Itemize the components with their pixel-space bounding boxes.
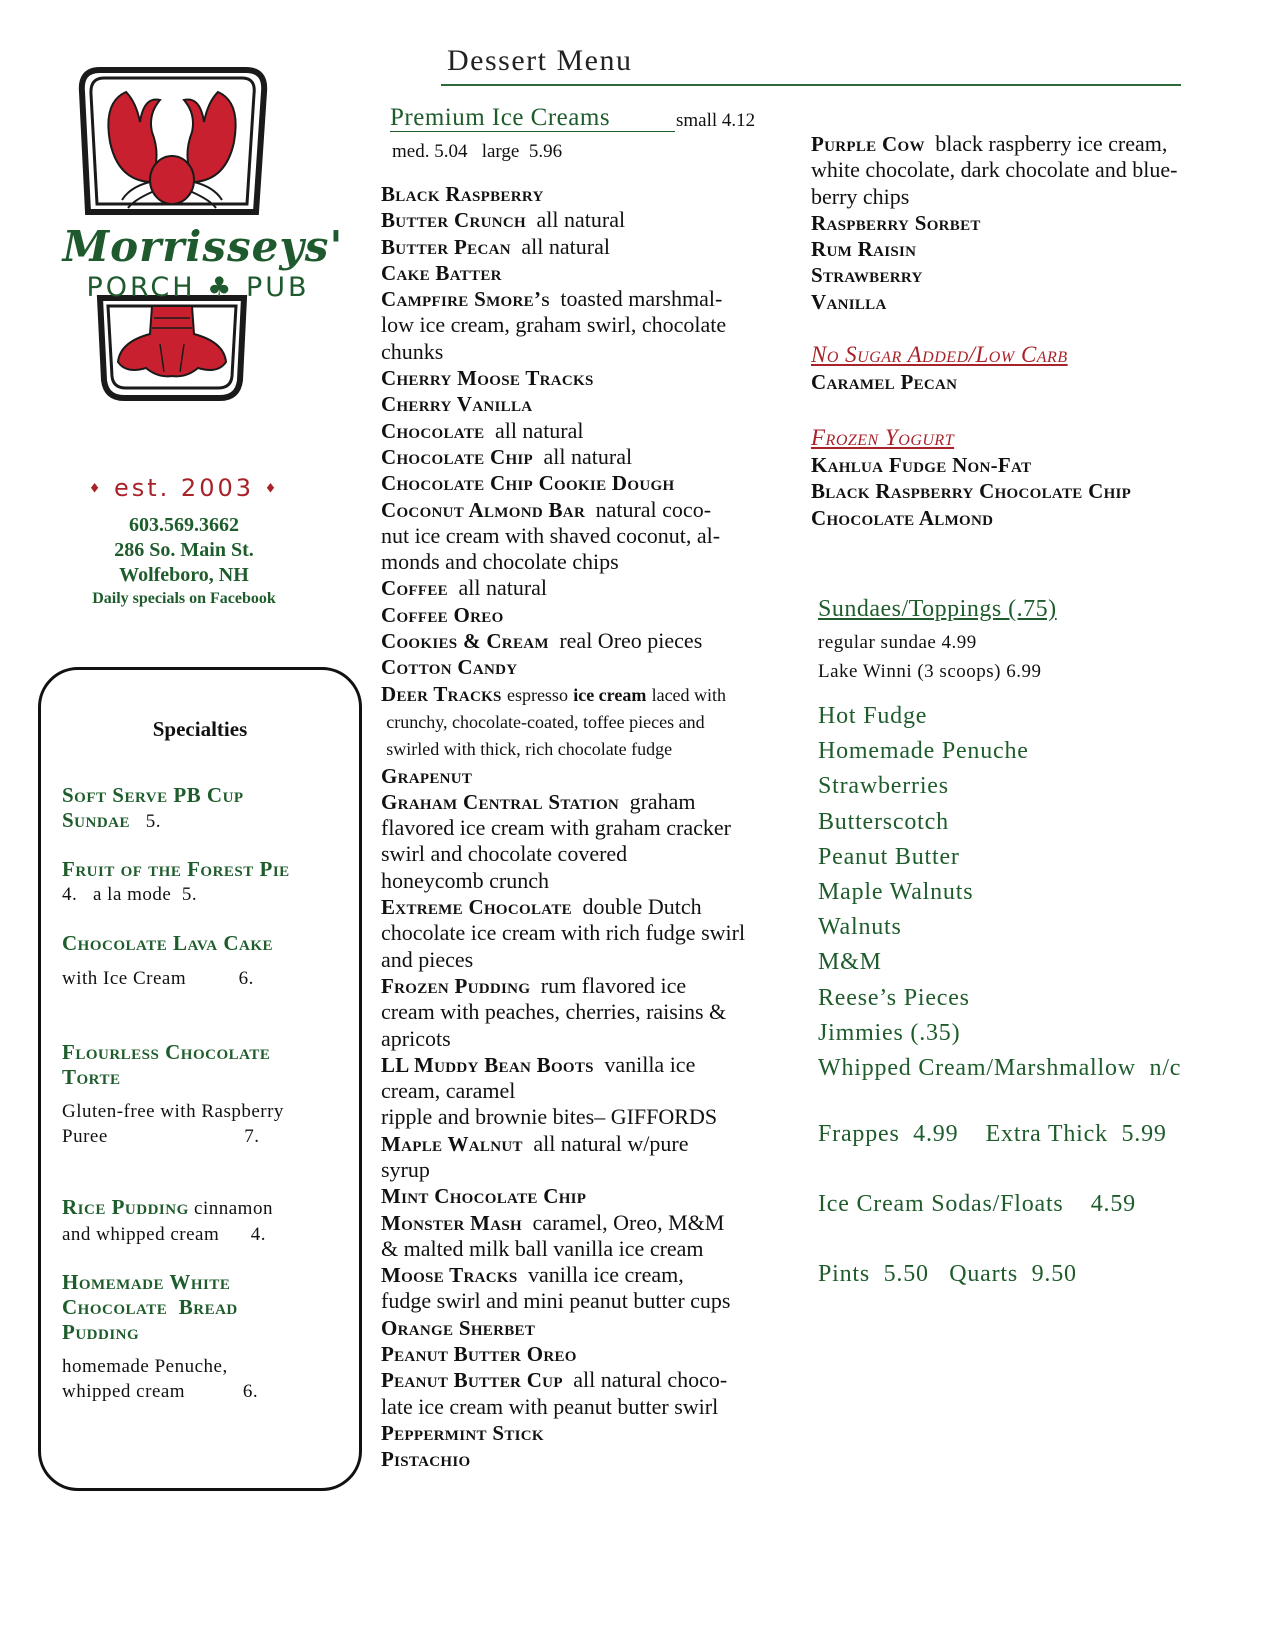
premium-underline (390, 131, 675, 132)
flavor-item (381, 1315, 745, 1341)
flavor-item (381, 1052, 745, 1078)
topping-item: Reese’s Pieces (818, 984, 970, 1011)
flavor-description: vanilla ice cream, (528, 1262, 684, 1288)
flavor-description-line (381, 1157, 745, 1183)
flavor-item (381, 1183, 745, 1209)
flavor-description: black raspberry ice cream, (935, 131, 1168, 156)
topping-item: Butterscotch (818, 808, 949, 835)
specialty-detail: 4. a la mode 5. (62, 884, 198, 905)
flavor-name: Frozen Pudding (381, 973, 531, 998)
flavor-name: Vanilla (811, 289, 887, 314)
flavor-name: Peppermint Stick (381, 1420, 544, 1445)
flavor-name: Deer Tracks (381, 681, 502, 706)
flavor-description: all natural (543, 443, 633, 469)
flavor-description-line (381, 868, 745, 894)
topping-item: Hot Fudge (818, 703, 928, 729)
flavor-description-line (811, 157, 1178, 183)
flavor-description-line (381, 735, 745, 762)
specialty-name: Homemade White (62, 1270, 231, 1294)
flavor-item (381, 789, 745, 815)
flavor-item (811, 262, 1178, 288)
flavor-name: Kahlua Fudge Non-Fat (811, 453, 1032, 477)
flavor-name: Coffee Oreo (381, 602, 504, 627)
flavor-name: Purple Cow (811, 132, 925, 156)
flavor-description: espresso (506, 684, 568, 705)
specialties-heading: Specialties (152, 717, 248, 741)
flavor-item (381, 1341, 745, 1367)
title-divider (441, 84, 1181, 86)
facebook-note: Daily specials on Facebook (92, 590, 276, 607)
logo-subtitle (48, 272, 348, 303)
small-price: small 4.12 (676, 110, 756, 131)
flavor-description-line (381, 1236, 745, 1262)
flavor-item (381, 418, 745, 444)
sundaes-heading: Sundaes/Toppings (.75) (818, 596, 1057, 622)
flavor-description: and pieces (381, 946, 474, 972)
flavor-item (381, 1420, 745, 1446)
specialty-item (62, 931, 352, 991)
specialty-detail: homemade Penuche, (62, 1356, 228, 1377)
flavor-description: crunchy, chocolate-coated, toffee pieces and (386, 711, 705, 732)
lake-winni-price: Lake Winni (3 scoops) 6.99 (818, 661, 1042, 682)
flavor-item (381, 654, 745, 680)
specialty-name: Pudding (62, 1320, 140, 1344)
topping-item: Peanut Butter (818, 843, 960, 870)
specialty-item (62, 857, 352, 907)
flavor-item (381, 1446, 745, 1472)
flavor-description: ripple and brownie bites– GIFFORDS (381, 1104, 718, 1130)
flavor-description: fudge swirl and mini peanut butter cups (381, 1288, 731, 1314)
flavor-description-line (381, 523, 745, 549)
flavor-description: caramel, Oreo, M&M (532, 1209, 725, 1235)
flavor-name: Campfire Smore’s (381, 287, 550, 312)
flavor-item (381, 1131, 745, 1157)
premium-heading: Premium Ice Creams (390, 104, 611, 131)
topping-item: Whipped Cream/Marshmallow n/c (818, 1055, 1182, 1082)
flavor-list-2 (811, 131, 1178, 315)
topping-item: M&M (818, 949, 882, 976)
specialty-detail: and whipped cream 4. (62, 1224, 267, 1245)
diamond-icon: ♦ (88, 481, 104, 497)
flavor-name: Coffee (381, 576, 448, 601)
specialty-name: Rice Pudding (62, 1195, 189, 1219)
flavor-item (381, 207, 745, 233)
flavor-name: Chocolate Chip Cookie Dough (381, 471, 675, 496)
flavor-description: nut ice cream with shaved coconut, al- (381, 522, 721, 548)
flavor-description: chunks (381, 338, 444, 364)
flavor-description-line (381, 815, 745, 841)
flavor-description-line (381, 312, 745, 338)
flavor-name: Grapenut (381, 763, 473, 788)
specialty-name: Flourless Chocolate (62, 1040, 271, 1064)
flavor-description: natural coco- (595, 496, 712, 522)
town: Wolfeboro, NH (119, 564, 249, 586)
specialty-detail: cinnamon (188, 1198, 273, 1219)
flavor-description: vanilla ice (604, 1051, 696, 1077)
pints-price: Pints 5.50 Quarts 9.50 (818, 1261, 1077, 1287)
flavor-item (381, 260, 745, 286)
flavor-item (381, 602, 745, 628)
flavor-description: late ice cream with peanut butter swirl (381, 1393, 719, 1419)
flavor-name: Cookies & Cream (381, 629, 549, 654)
flavor-name: Caramel Pecan (811, 370, 958, 394)
frozen-yogurt-list (811, 452, 1131, 531)
flavor-description-line (381, 1078, 745, 1104)
flavor-item (381, 365, 745, 391)
flavor-item (381, 763, 745, 789)
regular-sundae-price: regular sundae 4.99 (818, 632, 977, 653)
flavor-description: apricots (381, 1025, 451, 1051)
flavor-description: chocolate ice cream with rich fudge swirl (381, 920, 746, 946)
toppings-list (818, 699, 1181, 1086)
flavor-description: cream with peaches, cherries, raisins & (381, 999, 727, 1025)
flavor-description: syrup (381, 1156, 430, 1182)
flavor-description-line (381, 999, 745, 1025)
flavor-item (381, 973, 745, 999)
flavor-name: Extreme Chocolate (381, 895, 572, 920)
specialty-item (62, 1040, 352, 1149)
flavor-name: Maple Walnut (381, 1131, 523, 1156)
flavor-item (811, 131, 1178, 157)
flavor-name: Pistachio (381, 1447, 471, 1472)
flavor-description: flavored ice cream with graham cracker (381, 815, 731, 841)
flavor-name: Butter Crunch (381, 208, 526, 233)
flavor-name: Chocolate Almond (811, 505, 994, 530)
flavor-item (381, 1210, 745, 1236)
flavor-description: laced with (651, 684, 727, 705)
specialty-item (62, 1270, 352, 1404)
flavor-description: monds and chocolate chips (381, 549, 619, 575)
flavor-name: Black Raspberry (381, 182, 544, 206)
flavor-item (381, 681, 745, 708)
frozen-yogurt-heading: Frozen Yogurt (811, 425, 955, 450)
flavor-description: swirl and chocolate covered (381, 841, 628, 867)
flavor-item (381, 286, 745, 312)
flavor-description-line (381, 708, 745, 735)
flavor-description-line (381, 1104, 745, 1130)
flavor-description: double Dutch (582, 894, 702, 920)
flavor-item (381, 497, 745, 523)
flavor-description: low ice cream, graham swirl, chocolate (381, 312, 727, 338)
flavor-item (811, 210, 1178, 236)
established-line (0, 474, 368, 502)
flavor-name: Graham Central Station (381, 789, 620, 814)
flavor-item (381, 181, 745, 207)
specialty-name: Torte (62, 1065, 121, 1089)
flavor-name: Coconut Almond Bar (381, 497, 586, 522)
flavor-item (381, 1262, 745, 1288)
specialty-detail: Puree 7. (62, 1126, 260, 1147)
diamond-icon: ♦ (264, 481, 280, 497)
flavor-item (811, 236, 1178, 262)
sodas-price: Ice Cream Sodas/Floats 4.59 (818, 1191, 1136, 1217)
flavor-name: Butter Pecan (381, 234, 511, 259)
flavor-name: LL Muddy Bean Boots (381, 1052, 594, 1077)
specialty-price: 5. (145, 811, 162, 832)
specialty-item (62, 783, 352, 835)
phone-number: 603.569.3662 (129, 514, 239, 536)
topping-item: Maple Walnuts (818, 879, 974, 906)
no-sugar-heading: No Sugar Added/Low Carb (811, 342, 1068, 367)
page-title: Dessert Menu (447, 44, 633, 77)
flavor-description-line (381, 841, 745, 867)
flavor-item (811, 289, 1178, 315)
specialty-detail: Gluten-free with Raspberry (62, 1101, 284, 1122)
flavor-description: honeycomb crunch (381, 867, 549, 893)
shamrock-icon: ♣ (207, 272, 235, 303)
flavor-name: Cotton Candy (381, 655, 518, 680)
flavor-description: graham (629, 788, 696, 814)
flavor-description: cream, caramel (381, 1078, 516, 1104)
flavor-description-line (381, 1288, 745, 1314)
flavor-name: Strawberry (811, 263, 923, 288)
flavor-description: berry chips (811, 183, 910, 209)
street-address: 286 So. Main St. (114, 539, 254, 561)
flavor-name: Chocolate Chip (381, 444, 534, 469)
flavor-description-line (381, 549, 745, 575)
flavor-name: Chocolate (381, 418, 485, 443)
no-sugar-list (811, 369, 957, 395)
flavor-name: Raspberry Sorbet (811, 210, 981, 235)
logo-subtitle-right: PUB (245, 272, 310, 303)
specialty-item (62, 1195, 352, 1247)
topping-item: Strawberries (818, 773, 949, 800)
flavor-description: toasted marshmal- (560, 286, 723, 312)
flavor-name: Orange Sherbet (381, 1315, 536, 1340)
flavor-description-line (381, 920, 745, 946)
flavor-description-line (381, 1394, 745, 1420)
flavor-description-line (381, 947, 745, 973)
topping-item: Jimmies (.35) (818, 1019, 961, 1046)
flavor-name: Moose Tracks (381, 1263, 518, 1288)
logo-subtitle-left: PORCH (86, 272, 196, 303)
flavor-name: Black Raspberry Chocolate Chip (811, 479, 1132, 504)
topping-item: Homemade Penuche (818, 738, 1029, 765)
flavor-item (381, 575, 745, 601)
medium-large-prices: med. 5.04 large 5.96 (392, 141, 563, 162)
flavor-description-line (811, 184, 1178, 210)
flavor-description: & malted milk ball vanilla ice cream (381, 1235, 704, 1261)
flavor-description: swirled with thick, rich chocolate fudge (386, 739, 673, 760)
flavor-description: real Oreo pieces (559, 628, 703, 654)
established-text: est. 2003 (113, 474, 254, 502)
flavor-name: Cherry Vanilla (381, 392, 533, 417)
flavor-item (381, 1367, 745, 1393)
flavor-description: all natural w/pure (533, 1130, 689, 1156)
logo (48, 62, 368, 422)
specialty-name: Fruit of the Forest Pie (62, 857, 290, 881)
flavor-name: Monster Mash (381, 1210, 523, 1235)
flavor-description: all natural (494, 417, 584, 443)
flavor-name: Cherry Moose Tracks (381, 366, 594, 391)
flavor-list (381, 181, 745, 1473)
flavor-name: Cake Batter (381, 260, 502, 285)
topping-item: Walnuts (818, 914, 902, 941)
flavor-description: all natural (536, 207, 626, 233)
flavor-name: Rum Raisin (811, 237, 917, 262)
flavor-description: all natural (521, 233, 610, 259)
specialty-name: Chocolate Bread (62, 1295, 238, 1319)
flavor-name: Mint Chocolate Chip (381, 1184, 587, 1209)
flavor-item (381, 628, 745, 654)
flavor-description: all natural choco- (573, 1367, 728, 1393)
frappes-price: Frappes 4.99 Extra Thick 5.99 (818, 1121, 1167, 1147)
specialty-detail: with Ice Cream 6. (62, 968, 254, 989)
flavor-description-line (381, 1026, 745, 1052)
flavor-item (381, 391, 745, 417)
flavor-description-line (381, 339, 745, 365)
logo-name: Morrisseys' (62, 222, 344, 271)
specialty-name: Soft Serve PB Cup (62, 783, 244, 807)
specialty-name: Sundae (62, 808, 131, 832)
flavor-name: Peanut Butter Cup (381, 1368, 563, 1393)
flavor-item (381, 470, 745, 496)
flavor-description: ice cream (573, 684, 647, 705)
flavor-name: Peanut Butter Oreo (381, 1342, 577, 1367)
flavor-item (381, 894, 745, 920)
flavor-item (381, 444, 745, 470)
flavor-description: white chocolate, dark chocolate and blue- (811, 157, 1178, 183)
flavor-item (381, 234, 745, 260)
flavor-description: rum flavored ice (540, 972, 687, 998)
specialty-name: Chocolate Lava Cake (62, 931, 274, 955)
specialty-detail: whipped cream 6. (62, 1381, 259, 1402)
flavor-description: all natural (458, 575, 548, 601)
